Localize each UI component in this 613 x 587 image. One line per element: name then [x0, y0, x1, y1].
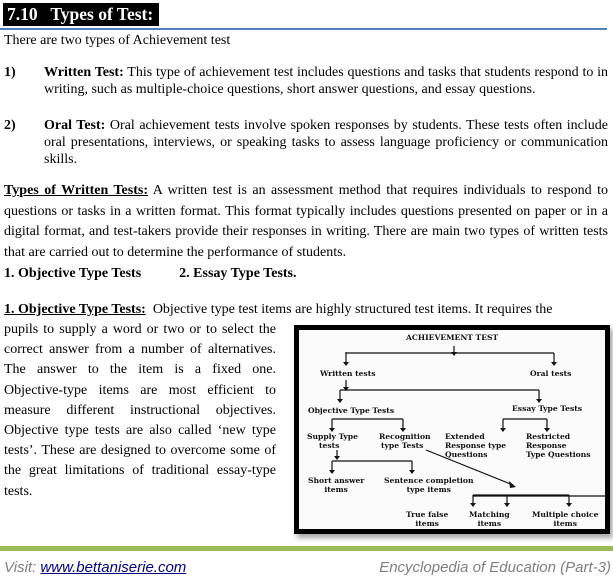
node-line: Response type [445, 441, 507, 450]
list-term: Oral Test: [44, 118, 106, 133]
node-true-false-items [406, 510, 448, 528]
intro-text: There are two types of Achievement test [4, 33, 231, 48]
node-line: Sentence completion [384, 476, 474, 485]
node-line: Matching [469, 510, 510, 519]
objective-first-text: Objective type test items are highly structured test items. It requires the [145, 302, 553, 317]
node-line: type Tests [381, 441, 424, 450]
node-recognition-type-tests [379, 432, 431, 450]
achievement-test-diagram [294, 325, 610, 534]
node-line: Recognition [379, 432, 431, 441]
node-line: Response [526, 441, 567, 450]
written-type-essay: 2. Essay Type Tests. [179, 266, 297, 281]
node-line: items [553, 519, 577, 528]
section-heading: 7.10 Types of Test: [3, 3, 159, 26]
list-number: 2) [4, 118, 16, 133]
written-types-label: Types of Written Tests: [4, 183, 148, 198]
footer-website-link[interactable]: www.bettaniserie.com [40, 559, 187, 576]
list-text: Oral achievement tests involve spoken responses by students. These tests often include oral presentations, interviews, or speaking tasks to assess language proficiency or communication skills. [44, 118, 608, 167]
list-body [44, 64, 608, 98]
list-text: This type of achievement test includes questions and tasks that students respond to in writing, such as multiple-choice questions, short answer questions, and essay questions. [44, 65, 609, 97]
objective-first-line [4, 300, 608, 320]
node-extended-response [445, 432, 506, 459]
node-achievement-test: ACHIEVEMENT TEST [406, 333, 499, 342]
node-restricted-response [526, 432, 591, 459]
node-line: Extended [445, 432, 485, 441]
heading-rule [0, 28, 607, 30]
written-types-text: A written test is an assessment method that requires individuals to respond to questions or tasks in a written format. This format typically includes questions presented on paper or in a digital format, and test-takers provide their responses in writing. There are main two types of written tests that are carried out to determine the performance of students. [4, 183, 608, 260]
diagram-connectors [299, 330, 605, 529]
node-multiple-choice-items [532, 510, 598, 528]
list-number: 1) [4, 65, 16, 80]
written-types-list [4, 265, 297, 283]
node-short-answer-items [308, 476, 364, 494]
footer-bar [0, 546, 613, 551]
node-line: type items [406, 485, 451, 494]
node-line: Questions [445, 450, 488, 459]
node-supply-type-tests [307, 432, 358, 450]
node-line: Short answer [308, 476, 365, 485]
node-essay-type-tests: Essay Type Tests [512, 404, 582, 413]
footer-visit [4, 559, 186, 576]
footer-visit-label: Visit: [4, 559, 41, 576]
node-line: Restricted [526, 432, 571, 441]
node-line: Supply Type [307, 432, 358, 441]
node-written-tests: Written tests [320, 369, 376, 378]
node-line: Type Questions [526, 450, 591, 459]
objective-label: 1. Objective Type Tests: [4, 302, 146, 317]
footer-book-title: Encyclopedia of Education (Part-3) [379, 559, 611, 576]
node-oral-tests: Oral tests [530, 369, 572, 378]
list-body [44, 117, 608, 168]
node-matching-items [469, 510, 510, 528]
node-line: Multiple choice [532, 510, 599, 519]
node-sentence-completion-items [384, 476, 474, 494]
list-term: Written Test: [44, 65, 124, 80]
node-line: items [415, 519, 439, 528]
node-line: True false [406, 510, 449, 519]
node-line: items [477, 519, 502, 528]
written-types-paragraph [4, 181, 608, 263]
written-type-objective: 1. Objective Type Tests [4, 266, 142, 281]
objective-column-text: pupils to supply a word or two or to select the correct answer from a number of alternatives. The answer to the item is a fixed one. Objective-type items are most efficient to measure different instructional objectives. Objective type tests are also called ‘new type tests’. These are designed to overcome some of the great limitations of traditional essay-type tests. [4, 322, 276, 499]
node-objective-type-tests: Objective Type Tests [308, 406, 395, 415]
node-line: tests [319, 441, 340, 450]
node-line: items [324, 485, 348, 494]
